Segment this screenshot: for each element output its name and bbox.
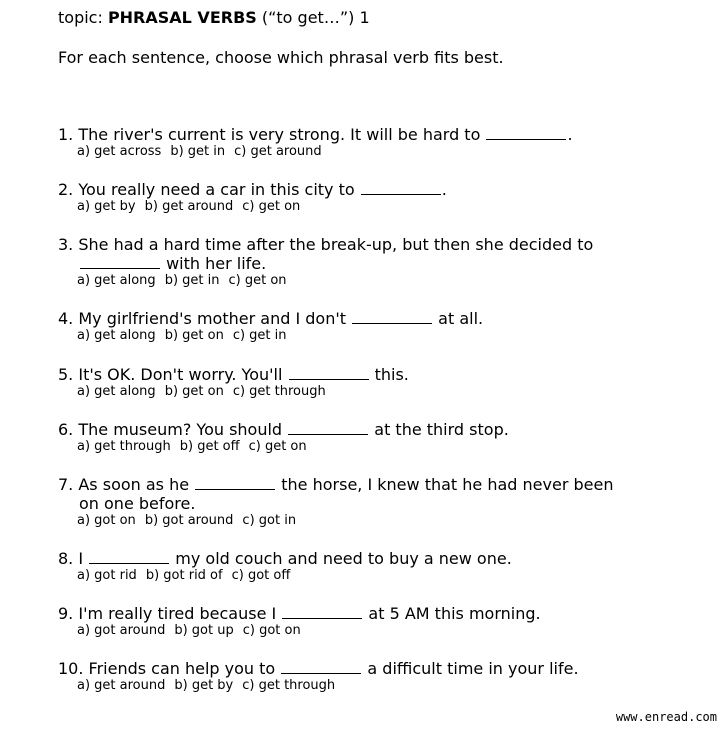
option-b[interactable]: b) got around [144,513,234,528]
question-8 [58,549,658,584]
question-text-continued [58,254,658,273]
sentence-end: my old couch and need to buy a new one. [170,549,512,568]
option-c[interactable]: c) get through [232,384,326,399]
question-text [58,125,658,144]
answer-blank [361,180,441,195]
option-b[interactable]: b) get by [174,678,234,693]
sentence-start: You really need a car in this city to [78,180,360,199]
answer-blank [289,365,369,380]
question-9 [58,604,658,639]
option-a[interactable]: a) got rid [77,568,137,583]
answer-blank [281,659,361,674]
answer-blank [195,475,275,490]
option-b[interactable]: b) got up [174,623,234,638]
options [58,273,658,289]
option-c[interactable]: c) got on [242,623,301,638]
question-text [58,420,658,439]
option-a[interactable]: a) get through [77,439,171,454]
question-text [58,365,658,384]
options [58,513,658,529]
question-text [58,309,658,328]
options [58,568,658,584]
question-number: 10. [58,659,84,678]
question-text [58,180,658,199]
sentence-end: with her life. [161,254,267,273]
worksheet-title [58,8,370,28]
question-number: 2. [58,180,74,199]
title-prefix: topic: [58,8,108,27]
option-a[interactable]: a) get along [77,273,156,288]
question-number: 5. [58,365,74,384]
options [58,623,658,639]
question-7 [58,475,658,529]
question-2 [58,180,658,215]
option-c[interactable]: c) get on [242,199,301,214]
answer-blank [486,125,566,140]
option-a[interactable]: a) get around [77,678,166,693]
option-c[interactable]: c) get through [242,678,336,693]
sentence-start: I [78,549,89,568]
instructions: For each sentence, choose which phrasal verb fits best. [58,48,504,67]
question-text [58,475,658,494]
question-text [58,235,658,254]
sentence-end: at the third stop. [369,420,509,439]
answer-blank [288,420,368,435]
option-a[interactable]: a) get along [77,328,156,343]
question-1 [58,125,658,160]
answer-blank [80,254,160,269]
sentence-start: The river's current is very strong. It will be hard to [78,125,486,144]
sentence-end: at all. [433,309,484,328]
options [58,384,658,400]
sentence-end: the horse, I knew that he had never been [276,475,614,494]
sentence-start: It's OK. Don't worry. You'll [78,365,288,384]
sentence-end: a difficult time in your life. [362,659,579,678]
question-number: 1. [58,125,74,144]
question-number: 6. [58,420,74,439]
question-10 [58,659,658,694]
sentence-start: The museum? You should [78,420,288,439]
sentence-end: . [567,125,573,144]
option-b[interactable]: b) get in [170,144,226,159]
option-c[interactable]: c) get around [234,144,322,159]
options [58,678,658,694]
option-a[interactable]: a) got on [77,513,136,528]
option-a[interactable]: a) get along [77,384,156,399]
option-a[interactable]: a) got around [77,623,166,638]
question-3 [58,235,658,289]
answer-blank [282,604,362,619]
option-c[interactable]: c) get in [232,328,287,343]
title-main: PHRASAL VERBS [107,8,257,27]
sentence-start: She had a hard time after the break-up, but then she decided to [78,235,594,254]
sentence-start: Friends can help you to [88,659,281,678]
question-text [58,659,658,678]
sentence-start: I'm really tired because I [78,604,282,623]
option-a[interactable]: a) get across [77,144,162,159]
question-6 [58,420,658,455]
option-b[interactable]: b) get off [179,439,240,454]
question-text-continued: on one before. [79,494,196,513]
question-text [58,549,658,568]
question-text [58,604,658,623]
answer-blank [352,309,432,324]
site-watermark: www.enread.com [615,710,717,724]
sentence-start: My girlfriend's mother and I don't [78,309,352,328]
sentence-end: at 5 AM this morning. [363,604,541,623]
question-number: 8. [58,549,74,568]
question-4 [58,309,658,344]
question-number: 7. [58,475,74,494]
option-c[interactable]: c) got in [242,513,297,528]
option-b[interactable]: b) get around [144,199,234,214]
option-b[interactable]: b) got rid of [145,568,223,583]
options [58,199,658,215]
options [58,328,658,344]
question-number: 9. [58,604,74,623]
option-b[interactable]: b) get in [164,273,220,288]
sentence-start: As soon as he [78,475,195,494]
options [58,439,658,455]
question-number: 3. [58,235,74,254]
option-c[interactable]: c) got off [231,568,291,583]
question-number: 4. [58,309,74,328]
option-c[interactable]: c) get on [228,273,287,288]
sentence-end: . [441,180,447,199]
title-suffix: (“to get…”) 1 [256,8,370,27]
question-5 [58,365,658,400]
option-a[interactable]: a) get by [77,199,136,214]
answer-blank [89,549,169,564]
option-c[interactable]: c) get on [248,439,307,454]
sentence-end: this. [369,365,409,384]
option-b[interactable]: b) get on [164,384,224,399]
option-b[interactable]: b) get on [164,328,224,343]
options [58,144,658,160]
